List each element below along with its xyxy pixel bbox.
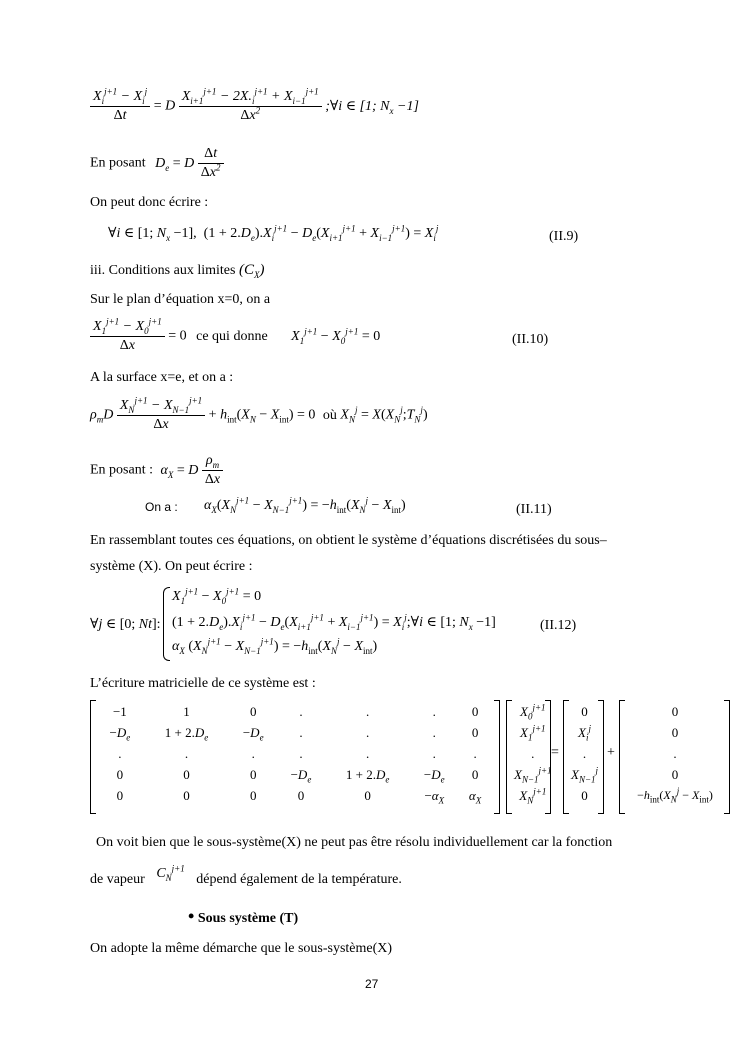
boundary-vector: 0 0 . 0 $-h_{int}(X_N^j - X_{int})$ [637,703,713,805]
definition-de: En posant $D_e = D$ $\frac{\Delta t}{\Delta x^2}$ [90,145,224,182]
on-a-text: On a : [145,500,178,514]
coefficient-matrix: −1 1 0 . . . 0 $-D_e$ $1 + 2.D_e$ $-D_e$ . . . 0 . . . . . . . 0 0 0 $-D_e$ $1 + 2.D_e$ $-D_e$ 0 0 0 0 0 0 $-\alpha_X$ $\alpha_X$ [109,703,482,806]
equation-ii9: ∀i ∈ [1; $N_x -1$], $(1 + 2.D_e).X_i^{j+1} - D_e(X_{i+1}^{j+1} + X_{i-1}^{j+1}) = X_i^j$ [108,223,439,243]
paragraph-rassemblant-line1: En rassemblant toutes ces équations, on obtient le système d’équations discrétisées du sous– [90,533,607,548]
plan-text: Sur le plan d’équation x=0, on a [90,292,271,307]
unknown-vector: $X_0^{j+1}$ $X_1^{j+1}$ . $X_{N-1}^{j+1}$ $X_N^{j+1}$ [514,702,552,806]
label-ii12: (II.12) [540,618,577,633]
label-ii10: (II.10) [512,332,549,347]
label-ii9: (II.9) [549,229,579,244]
subsystem-t-heading: • Sous système (T) [188,906,299,926]
equation-ii10: $\frac{X_1^{j+1} - X_0^{j+1}}{\Delta x}$ = 0 ce qui donne $X_1^{j+1} - X_0^{j+1} = 0$ [90,318,380,355]
equation-diffusion: $\frac{X_i^{j+1} - X_i^j}{\Delta t}$ = D $\frac{X_{i+1}^{j+1} - 2X._i^{j+1} + X_{i-1}^{j+1}}{\Delta x^2}$ ;∀i ∈ [1; $N_x -1$] [90,88,419,125]
ce-qui-donne-text: ce qui donne [196,328,268,344]
section-heading-iii: iii. Conditions aux limites $(C_X)$ [90,262,265,280]
plus-sign: + [607,745,615,760]
eq1-domain: ;∀i ∈ [1; $N_x -1$] [325,98,419,116]
definition-alpha: En posant : $\alpha_X = D$ $\frac{\rho_m}{\Delta x}$ [90,452,223,489]
ou-text: où [322,407,337,423]
paragraph-voit-line2: de vapeur $C_N^{j+1}$ dépend également de la température. [90,863,402,887]
adopte-text: On adopte la même démarche que le sous-système(X) [90,941,393,956]
bullet-icon: • [188,906,195,926]
on-peut-text: On peut donc écrire : [90,195,209,210]
system-line1: $X_1^{j+1} - X_0^{j+1} = 0$ [172,586,262,606]
page-number: 27 [365,977,379,991]
system-brace [163,587,170,661]
paragraph-rassemblant-line2: système (X). On peut écrire : [90,559,253,574]
system-prefix: ∀j ∈ [0; Nt]: [90,617,161,632]
rhs-vector: 0 $X_i^j$ . $X_{N-1}^j$ 0 [571,703,599,803]
matricielle-text: L’écriture matricielle de ce système est : [90,676,316,691]
equation-ii11: $\alpha_X(X_N^{j+1} - X_{N-1}^{j+1}) = -h_{int}(X_N^j - X_{int})$ [204,495,406,515]
system-line2: $(1 + 2.D_e).X_i^{j+1} - D_e(X_{i+1}^{j+1} + X_{i-1}^{j+1})$ = $X_i^j;\forall i$ ∈ [1; $N_x -1$] [172,612,496,632]
surface-text: A la surface x=e, et on a : [90,370,234,385]
equation-surface: $\rho_mD$ $\frac{X_N^{j+1} - X_{N-1}^{j+1}}{\Delta x}$ + $h_{int}(X_N - X_{int}) = 0$ où $X_N^j$ = $X(X_N^j;T_N^j)$ [90,395,428,432]
equals-sign: = [551,745,559,760]
paragraph-voit-line1: On voit bien que le sous-système(X) ne peut pas être résolu individuellement car la fonction [96,835,613,850]
en-posant-text: En posant [90,155,146,171]
system-line3: $\alpha_X$ $(X_N^{j+1} - X_{N-1}^{j+1}) = -h_{int}(X_N^j - X_{int})$ [172,636,378,656]
label-ii11: (II.11) [516,502,552,517]
en-posant2-text: En posant : [90,462,153,478]
